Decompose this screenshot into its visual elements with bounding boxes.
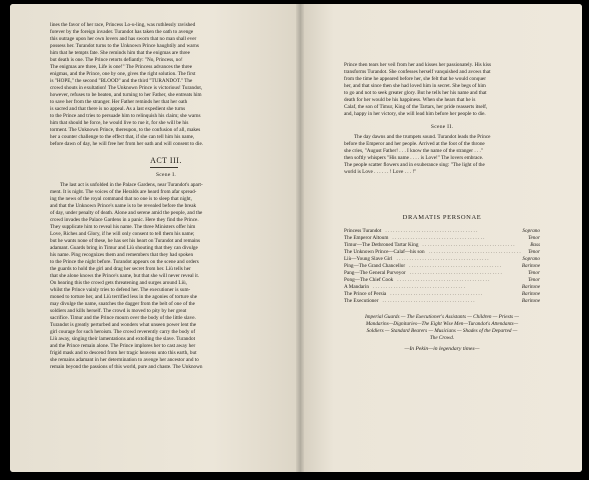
text-line: the guards to hold the girl and drag her secret from her. Liù tells her xyxy=(50,266,191,272)
text-line: frigid mask and to descend from her tragic heavens unto this earth, but xyxy=(50,350,197,356)
text-line: of day, under penalty of death. Alone and serene amid the people, and the xyxy=(50,210,203,216)
leader-dots: . . . . . . . . . . . . . . . . . . . . . . . . . . . . . . . . . . . . xyxy=(385,228,478,234)
cast-voice: Tenor xyxy=(528,235,540,241)
text-line: her a counter challenge to the effect that, if she can tell him his name, xyxy=(50,134,195,140)
text-line: Love, Riches and Glory, if he will only consent to tell them his name; xyxy=(50,231,195,237)
text-line: and that the Unknown Prince's name is to be revealed before the break xyxy=(50,203,197,209)
text-line: and, happy in her victory, she will lead him before her people to die. xyxy=(344,111,486,117)
text-line: remain beyond the passions of this world, pure and chaste. The Unknown xyxy=(50,364,203,370)
leader-dots: . . . . . . . . . . . . . . . . . . . . . . . . . . . . . . . . . . . . xyxy=(372,284,466,290)
text-line: adamant. Guards bring in Timur and Liù shouting that they can divulge xyxy=(50,245,198,251)
cast-voice: Baritone xyxy=(521,291,540,297)
extras-list xyxy=(344,314,540,342)
text-line: is sacred and that there is no appeal. As a last expedient she turns xyxy=(50,106,186,112)
text-line: Prince then tears her veil from her and kisses her passionately. His kiss xyxy=(344,62,492,68)
cast-voice: Baritone xyxy=(521,298,540,304)
text-line: girl courage for such heroism. The crowd reverently carry the body of xyxy=(50,329,196,335)
text-line: to go and not to seek greater glory. But he tells her his name and that xyxy=(344,90,487,96)
leader-dots: . . . . . . . . . . . . . . . . . . . . . . . . . . . . . . . . . . . . xyxy=(409,270,502,276)
act2-synopsis-end xyxy=(50,22,282,148)
cast-row xyxy=(344,235,540,242)
text-line: to the Prince the night before. Turandot appears on the scene and orders xyxy=(50,259,199,265)
cast-row xyxy=(344,249,540,256)
act3-synopsis xyxy=(50,182,282,371)
leader-dots: . . . . . . . . . . . . . . . . . . . . . . . . . . . . . . . . . . . . xyxy=(390,291,483,297)
leader-dots: . . . . . . . . . . . . . . . . . . . . . . . . . . . . . . . . . . . . xyxy=(397,277,490,283)
text-line: soldiers and kills herself. The crowd is moved to pity by her great xyxy=(50,308,187,314)
act3-synopsis-continued xyxy=(344,62,540,118)
leader-dots: . . . . . . . . . . . . . . . . . . . . . . . . . . . . . . . . . . . . xyxy=(382,298,475,304)
text-line: Imperial Guards — The Executioner's Assistants — Children — Priests — xyxy=(365,314,519,320)
text-line: this outrage upon her own lovers and has sworn that no man shall ever xyxy=(50,36,197,42)
text-line: before dawn of day, he will free her from her oath and will consent to die. xyxy=(50,141,204,147)
cast-row xyxy=(344,242,540,249)
leader-dots: . . . . . . . . . . . . . . . . . . . . . . . . . . . . . . . . . . . . xyxy=(428,249,521,255)
text-line: moned to torture her, and Liù terrified less in the agonies of torture she xyxy=(50,294,198,300)
text-line: she remains adamant in her determination to avenge her ancestor and to xyxy=(50,357,199,363)
text-line: Turandot is greatly perturbed and wonders what unseen power lent the xyxy=(50,322,197,328)
text-line: him that should he force, he would live to rue it, for she will be his xyxy=(50,120,189,126)
text-line: may divulge the name, snatches the dagger from the belt of one of the xyxy=(50,301,195,307)
text-line: but he wants none of these, he has set his heart on Turandot and remains xyxy=(50,238,200,244)
cast-row xyxy=(344,291,540,298)
text-line: possess her. Turandot turns to the Unknown Prince haughtily and warns xyxy=(50,43,199,49)
text-line: him that he tempts fate. She reminds him that the enigmas are three xyxy=(50,50,190,56)
act-heading: ACT III. xyxy=(150,156,182,165)
text-line: however, refuses to be beaten, and turning to her Father, she entreats him xyxy=(50,92,202,98)
text-line: Liù away, singing their lamentations and extolling the slave. Turandot xyxy=(50,336,196,342)
text-line: she cries, "August Father! . . . I know the name of the stranger . . ." xyxy=(344,148,483,154)
text-line: On hearing this the crowd gets threatening and surges around Liù, xyxy=(50,280,187,286)
leader-dots: . . . . . . . . . . . . . . . . . . . . . . . . . . . . . . . . . . . . xyxy=(409,263,502,269)
text-line: ment. It is night. The voices of the Heralds are heard from afar spread- xyxy=(50,189,197,195)
text-line: is "HOPE," the second "BLOOD" and the third "TURANDOT." The xyxy=(50,78,193,84)
cast-voice: Soprano xyxy=(522,228,540,234)
leader-dots: . . . . . . . . . . . . . . . . . . . . . . . . . . . . . . . . . . . . xyxy=(422,242,515,248)
cast-voice: Baritone xyxy=(521,263,540,269)
cast-row xyxy=(344,270,540,277)
left-page xyxy=(10,4,300,472)
text-line: from the time he appeared before her, she felt that he would conquer xyxy=(344,76,486,82)
text-line: that she alone knows the Prince's name, but that she will never reveal it. xyxy=(50,273,200,279)
cast-voice: Bass xyxy=(530,242,540,248)
book-gutter xyxy=(296,4,304,472)
cast-role: The Emperor Altoum xyxy=(344,235,389,241)
cast-role: The Unknown Prince—Calaf—his son xyxy=(344,249,425,255)
right-page xyxy=(300,4,582,472)
cast-voice: Tenor xyxy=(528,249,540,255)
setting-line: —In Pekin—in legendary times— xyxy=(404,346,480,352)
text-line: Calaf, the son of Timur, King of the Tartars, her pride reasserts itself, xyxy=(344,104,488,110)
text-line: The Crowd. xyxy=(429,335,455,341)
cast-list xyxy=(344,228,540,305)
dramatis-personae-title: DRAMATIS PERSONAE xyxy=(402,214,482,221)
text-line: lines the favor of her race, Princess Lo-u-ling, was ruthlessly ravished xyxy=(50,22,196,28)
cast-voice: Tenor xyxy=(528,270,540,276)
cast-role: Princess Turandot xyxy=(344,228,382,234)
text-line: The enigmas are three, Life is one!" The Princess advances the three xyxy=(50,64,193,70)
cast-role: The Prince of Persia xyxy=(344,291,387,297)
cast-role: Timur—The Dethroned Tartar King xyxy=(344,242,419,248)
text-line: crowd shouts in exultation! The Unknown Prince is victorious! Turandot, xyxy=(50,85,203,91)
cast-row xyxy=(344,263,540,270)
scene-heading: Scene I. xyxy=(155,172,177,178)
text-line: forever by the foreign invader. Turandot has taken the oath to avenge xyxy=(50,29,194,35)
text-line: The day dawns and the trumpets sound. Turandot leads the Prince xyxy=(354,134,491,140)
text-line: then softly whispers "His name . . . . is Love!" The lovers embrace. xyxy=(344,155,484,161)
text-line: Mandarins—Dignitaries—The Eight Wise Men—Turandot's Attendants— xyxy=(365,321,519,327)
cast-row xyxy=(344,228,540,235)
cast-voice: Baritone xyxy=(521,284,540,290)
open-booklet xyxy=(10,4,582,472)
cast-row xyxy=(344,256,540,263)
cast-role: Ping—The Grand Chancellor xyxy=(344,263,406,269)
text-line: her, and that since then she had loved him in secret. She begs of him xyxy=(344,83,486,89)
cast-row xyxy=(344,284,540,291)
text-line: before the Emperor and her people. Arrived at the foot of the throne xyxy=(344,141,485,147)
cast-row xyxy=(344,298,540,305)
text-line: The people scatter flowers and in exuberance sing: "The light of the xyxy=(344,162,485,168)
cast-role: Liù—Young Slave Girl xyxy=(344,256,393,262)
text-line: crowd invades the Palace Gardens in a panic. Here they find the Prince. xyxy=(50,217,199,223)
cast-role: A Mandarin xyxy=(344,284,369,290)
text-line: torment. The Unknown Prince, thereupon, to the confusion of all, makes xyxy=(50,127,201,133)
cast-role: Pang—The General Purveyor xyxy=(344,270,406,276)
cast-role: The Executioner xyxy=(344,298,379,304)
leader-dots: . . . . . . . . . . . . . . . . . . . . . . . . . . . . . . . . . . . . xyxy=(396,256,489,262)
text-line: and the Prince remain alone. The Prince implores her to cast away her xyxy=(50,343,196,349)
text-line: to save her from the stranger. Her Father reminds her that her oath xyxy=(50,99,188,105)
cast-voice: Tenor xyxy=(528,277,540,283)
text-line: sacrifice. Timur and the Prince mourn over the body of the little slave. xyxy=(50,315,196,321)
heading-rule xyxy=(150,167,178,168)
leader-dots: . . . . . . . . . . . . . . . . . . . . . . . . . . . . . . . . . . . . xyxy=(392,235,485,241)
scene2-synopsis xyxy=(344,134,540,176)
scene2-heading: Scene II. xyxy=(430,124,454,130)
text-line: his name. Ping recognizes them and remembers that they had spoken xyxy=(50,252,194,258)
cast-role: Pong—The Chief Cook xyxy=(344,277,394,283)
cast-voice: Soprano xyxy=(522,256,540,262)
text-line: ing the news of the royal command that no one is to sleep that night, xyxy=(50,196,192,202)
text-line: enigmas, and the Prince, one by one, gives the right solution. The first xyxy=(50,71,196,77)
text-line: world is Love . . . . . . ! Love . . . !" xyxy=(344,169,417,175)
text-line: transforms Turandot. She confesses herself vanquished and avows that xyxy=(344,69,491,75)
text-line: but death is one. The Prince retorts defiantly: "No, Princess, no! xyxy=(50,57,183,63)
text-line: Soldiers — Standard Bearers — Musicians — Shades of the Departed — xyxy=(366,328,518,334)
text-line: They supplicate him to reveal his name. The three Ministers offer him xyxy=(50,224,196,230)
text-line: whilst the Prince vainly tries to defend her. The executioner is sum- xyxy=(50,287,191,293)
cast-row xyxy=(344,277,540,284)
text-line: death for her would be his happiness. When she hears that he is xyxy=(344,97,476,103)
text-line: to the Prince and tries to persuade him to relinquish his claim; she warns xyxy=(50,113,201,119)
text-line: The last act is unfolded in the Palace Gardens, near Turandot's apart- xyxy=(60,182,203,188)
